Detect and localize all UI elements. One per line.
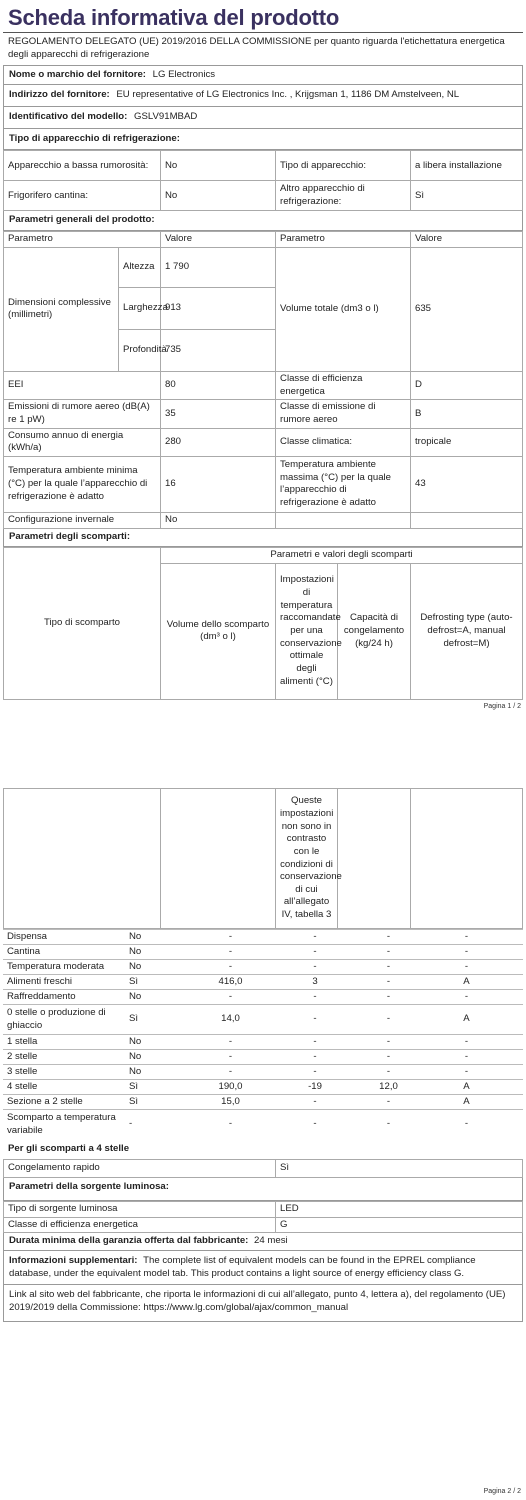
max-temp-value: 43: [411, 456, 523, 512]
dimensions-label: Dimensioni complessive (millimetri): [4, 247, 119, 371]
comp-freeze: -: [337, 990, 410, 1005]
page-number-1: Pagina 1 / 2: [483, 703, 521, 710]
comp-name: 3 stelle: [3, 1065, 121, 1080]
min-temp-label: Temperatura ambiente minima (°C) per la quale l’apparecchio di refrigerazione è adatto: [4, 456, 161, 512]
wine-value: No: [161, 181, 276, 211]
design-value: a libera installazione: [411, 151, 523, 181]
comp-temp: -: [275, 1005, 337, 1035]
general-params-heading: Parametri generali del prodotto:: [9, 214, 155, 226]
comp-present: No: [121, 990, 160, 1005]
model-row: [4, 106, 522, 128]
comp-freeze: -: [337, 975, 410, 990]
noise-value: 35: [161, 400, 276, 428]
model-label: Identificativo del modello:: [9, 111, 128, 123]
comp-volume: -: [160, 1035, 275, 1050]
comp-temp: -: [275, 990, 337, 1005]
total-volume-value: 635: [411, 247, 523, 371]
comp-freeze: -: [337, 1095, 410, 1110]
comp-defrost: -: [410, 990, 523, 1005]
page-2: [3, 788, 523, 1500]
regulation-text: REGOLAMENTO DELEGATO (UE) 2019/2016 DELLA COMMISSIONE per quanto riguarda l'etichettatura energetica degli apparecchi di refrigerazione: [8, 36, 505, 61]
depth-value: 735: [161, 329, 276, 371]
supplier-address-label: Indirizzo del fornitore:: [9, 89, 110, 101]
comp-volume: -: [160, 945, 275, 960]
comp-freeze: -: [337, 1110, 410, 1140]
comp-freeze-header: Capacità di congelamento (kg/24 h): [338, 563, 411, 699]
comp-temp: -: [275, 1110, 337, 1140]
compartment-row: [3, 1050, 523, 1065]
climate-value: tropicale: [411, 428, 523, 456]
info-text: The complete list of equivalent models can be found in the EPREL compliance database, under the equivalent model tab. This product contains a light source of energy efficiency class G.: [9, 1255, 476, 1279]
comp-volume: -: [160, 990, 275, 1005]
comp-volume: -: [160, 1050, 275, 1065]
comp-present: No: [121, 960, 160, 975]
comp-name: 2 stelle: [3, 1050, 121, 1065]
comp-present: -: [121, 1110, 160, 1140]
supplier-name: LG Electronics: [152, 68, 216, 80]
comp-name: 4 stelle: [3, 1080, 121, 1095]
page-title: Scheda informativa del prodotto: [8, 5, 340, 30]
comp-freeze: -: [337, 930, 410, 945]
comp-temp: -: [275, 1095, 337, 1110]
compartment-row: [3, 945, 523, 960]
comp-volume: -: [160, 930, 275, 945]
comp-present: No: [121, 1035, 160, 1050]
climate-label: Classe climatica:: [276, 428, 411, 456]
comp-name: Dispensa: [3, 930, 121, 945]
comp-group-header: Parametri e valori degli scomparti: [161, 548, 523, 564]
comp-volume: -: [160, 1065, 275, 1080]
supplier-address-row: [4, 84, 522, 106]
other-value: Sì: [411, 181, 523, 211]
compartment-table: [3, 929, 523, 1140]
light-table: [3, 1201, 523, 1234]
energy-class-value: D: [411, 371, 523, 399]
depth-label: Profondità: [119, 329, 161, 371]
comp-params-heading-box: [3, 529, 523, 548]
comp-temp: -: [275, 960, 337, 975]
comp-name: 0 stelle o produzione di ghiaccio: [3, 1005, 121, 1035]
comp-defrost: A: [410, 1005, 523, 1035]
max-temp-label: Temperatura ambiente massima (°C) per la quale l’apparecchio di refrigerazione è adatto: [276, 456, 411, 512]
width-label: Larghezza: [119, 287, 161, 329]
comp-present: Sì: [121, 1080, 160, 1095]
page-1: [3, 2, 523, 742]
comp-freeze: 12,0: [337, 1080, 410, 1095]
min-temp-value: 16: [161, 456, 276, 512]
comp-name: Alimenti freschi: [3, 975, 121, 990]
comp-temp: -: [275, 930, 337, 945]
compartment-header-table: [3, 547, 523, 700]
compartment-note-table: [3, 788, 523, 929]
total-volume-label: Volume totale (dm3 o l): [276, 247, 411, 371]
four-star-heading: Per gli scomparti a 4 stelle: [8, 1142, 130, 1154]
comp-defrost: -: [410, 960, 523, 975]
compartment-row: [3, 1080, 523, 1095]
light-heading-box: [3, 1178, 523, 1201]
comp-volume: 416,0: [160, 975, 275, 990]
comp-temp: -: [275, 1065, 337, 1080]
comp-defrost-header: Defrosting type (auto-defrost=A, manual defrost=M): [411, 563, 523, 699]
col-param-header: Parametro: [4, 231, 161, 247]
comp-defrost: -: [410, 1035, 523, 1050]
wine-label: Frigorifero cantina:: [4, 181, 161, 211]
comp-temp: -: [275, 945, 337, 960]
comp-temp-note: Queste impostazioni non sono in contrasto con le condizioni di conservazione di cui all’allegato IV, tabella 3: [276, 789, 338, 929]
compartment-row: [3, 1035, 523, 1050]
light-heading: Parametri della sorgente luminosa:: [9, 1181, 169, 1193]
compartment-rows: [3, 930, 523, 1140]
comp-name: Cantina: [3, 945, 121, 960]
annual-energy-label: Consumo annuo di energia (kWh/a): [4, 428, 161, 456]
light-class-label: Classe di efficienza energetica: [4, 1217, 276, 1233]
manufacturer-link: Link al sito web del fabbricante, che riporta le informazioni di cui all’allegato, punto 4, lettera a), del regolamento (UE) 2019/2019 della Commissione: https://www.lg.com/global/ajax/common_manual: [3, 1285, 523, 1321]
comp-present: No: [121, 930, 160, 945]
supplier-name-row: [4, 66, 522, 85]
width-value: 913: [161, 287, 276, 329]
height-label: Altezza: [119, 247, 161, 287]
compartment-row: [3, 960, 523, 975]
light-class-value: G: [276, 1217, 523, 1233]
comp-present: Sì: [121, 975, 160, 990]
compartment-row: [3, 975, 523, 990]
comp-freeze: -: [337, 1065, 410, 1080]
comp-present: No: [121, 1065, 160, 1080]
comp-temp: 3: [275, 975, 337, 990]
low-noise-label: Apparecchio a bassa rumorosità:: [4, 151, 161, 181]
design-label: Tipo di apparecchio:: [276, 151, 411, 181]
info-row: [3, 1251, 523, 1285]
eei-label: EEI: [4, 371, 161, 399]
annual-energy-value: 280: [161, 428, 276, 456]
comp-freeze: -: [337, 1005, 410, 1035]
general-params-heading-box: [3, 211, 523, 231]
comp-present: Sì: [121, 1095, 160, 1110]
warranty-value: 24 mesi: [254, 1235, 288, 1247]
winter-value: No: [161, 512, 276, 528]
comp-name: Scomparto a temperatura variabile: [3, 1110, 121, 1140]
appliance-type-table: [3, 150, 523, 211]
comp-params-heading: Parametri degli scomparti:: [9, 530, 131, 542]
light-type-label: Tipo di sorgente luminosa: [4, 1201, 276, 1217]
comp-volume: 14,0: [160, 1005, 275, 1035]
comp-temp: -19: [275, 1080, 337, 1095]
comp-present: No: [121, 945, 160, 960]
height-value: 1 790: [161, 247, 276, 287]
comp-freeze: -: [337, 1050, 410, 1065]
info-label: Informazioni supplementari:: [9, 1255, 138, 1267]
fast-freeze-value: Sì: [276, 1160, 523, 1178]
noise-class-label: Classe di emissione di rumore aereo: [276, 400, 411, 428]
comp-defrost: A: [410, 1095, 523, 1110]
comp-defrost: -: [410, 945, 523, 960]
comp-defrost: -: [410, 1065, 523, 1080]
comp-defrost: A: [410, 1080, 523, 1095]
comp-name: Sezione a 2 stelle: [3, 1095, 121, 1110]
comp-freeze: -: [337, 945, 410, 960]
comp-temp: -: [275, 1035, 337, 1050]
noise-label: Emissioni di rumore aereo (dB(A) re 1 pW): [4, 400, 161, 428]
comp-volume: 190,0: [160, 1080, 275, 1095]
compartment-row: [3, 1005, 523, 1035]
other-label: Altro apparecchio di refrigerazione:: [276, 181, 411, 211]
compartment-row: [3, 930, 523, 945]
comp-volume: -: [160, 960, 275, 975]
fast-freeze-table: [3, 1159, 523, 1178]
supplier-name-label: Nome o marchio del fornitore:: [9, 68, 146, 80]
comp-temp: -: [275, 1050, 337, 1065]
general-params-table: [3, 231, 523, 529]
comp-name: 1 stella: [3, 1035, 121, 1050]
comp-name: Raffreddamento: [3, 990, 121, 1005]
compartment-row: [3, 1095, 523, 1110]
comp-volume-header: Volume dello scomparto (dm³ o l): [161, 563, 276, 699]
energy-class-label: Classe di efficienza energetica: [276, 371, 411, 399]
noise-class-value: B: [411, 400, 523, 428]
page-number-2: Pagina 2 / 2: [483, 1488, 521, 1495]
supplier-address: EU representative of LG Electronics Inc. , Krijgsman 1, 1186 DM Amstelveen, NL: [116, 89, 460, 101]
comp-type-header: Tipo di scomparto: [4, 548, 161, 700]
comp-present: No: [121, 1050, 160, 1065]
low-noise-value: No: [161, 151, 276, 181]
warranty-row: [3, 1233, 523, 1251]
comp-volume: 15,0: [160, 1095, 275, 1110]
comp-defrost: -: [410, 1050, 523, 1065]
model-id: GSLV91MBAD: [134, 111, 198, 123]
winter-label: Configurazione invernale: [4, 512, 161, 528]
col-value-header-2: Valore: [411, 231, 523, 247]
comp-freeze: -: [337, 1035, 410, 1050]
appliance-type-heading: Tipo di apparecchio di refrigerazione:: [4, 128, 522, 150]
col-param-header-2: Parametro: [276, 231, 411, 247]
compartment-row: [3, 1065, 523, 1080]
comp-freeze: -: [337, 960, 410, 975]
comp-temp-header: Impostazioni di temperatura raccomandate per una conservazione ottimale degli alimenti (°C): [276, 563, 338, 699]
comp-defrost: A: [410, 975, 523, 990]
comp-volume: -: [160, 1110, 275, 1140]
comp-defrost: -: [410, 930, 523, 945]
eei-value: 80: [161, 371, 276, 399]
comp-present: Sì: [121, 1005, 160, 1035]
col-value-header: Valore: [161, 231, 276, 247]
warranty-label: Durata minima della garanzia offerta dal fabbricante:: [9, 1235, 249, 1247]
comp-defrost: -: [410, 1110, 523, 1140]
compartment-row: [3, 990, 523, 1005]
light-type-value: LED: [276, 1201, 523, 1217]
fast-freeze-label: Congelamento rapido: [4, 1160, 276, 1178]
compartment-row: [3, 1110, 523, 1140]
comp-name: Temperatura moderata: [3, 960, 121, 975]
